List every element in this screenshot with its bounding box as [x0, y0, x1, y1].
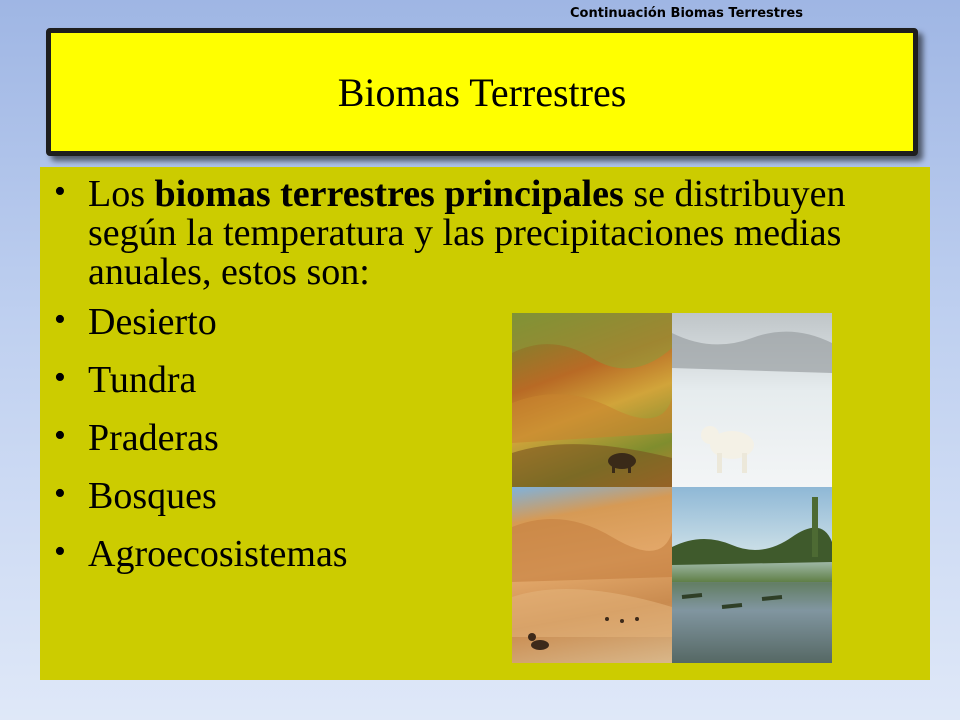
intro-text-start: Los	[88, 173, 155, 215]
bullet-dot: •	[54, 475, 66, 513]
wetland-illustration	[672, 487, 832, 663]
biome-label: Desierto	[88, 301, 217, 344]
bullet-dot: •	[54, 533, 66, 571]
tundra-autumn-illustration	[512, 313, 672, 487]
slide-title: Biomas Terrestres	[337, 69, 627, 115]
polar-bear-illustration	[672, 313, 832, 487]
biome-label: Bosques	[88, 475, 217, 518]
biome-label: Agroecosistemas	[88, 533, 348, 576]
desert-illustration	[512, 487, 672, 663]
biome-label: Tundra	[88, 359, 197, 402]
polar-bear-photo	[672, 313, 832, 487]
header-note: Continuación Biomas Terrestres	[570, 6, 803, 21]
content-panel	[40, 167, 930, 680]
biome-label: Praderas	[88, 417, 219, 460]
tundra-autumn-photo	[512, 313, 672, 487]
desert-photo	[512, 487, 672, 663]
intro-bullet	[40, 175, 890, 291]
title-box	[46, 28, 918, 156]
intro-text-end: se distribuyen según la temperatura y las precipitaciones medias anuales, estos son:	[88, 173, 846, 293]
wetland-photo	[672, 487, 832, 663]
bullet-dot: •	[54, 173, 66, 210]
intro-text-bold: biomas terrestres principales	[154, 173, 624, 215]
bullet-dot: •	[54, 359, 66, 397]
bullet-dot: •	[54, 417, 66, 455]
biome-photo-collage	[512, 313, 832, 663]
bullet-dot: •	[54, 301, 66, 339]
